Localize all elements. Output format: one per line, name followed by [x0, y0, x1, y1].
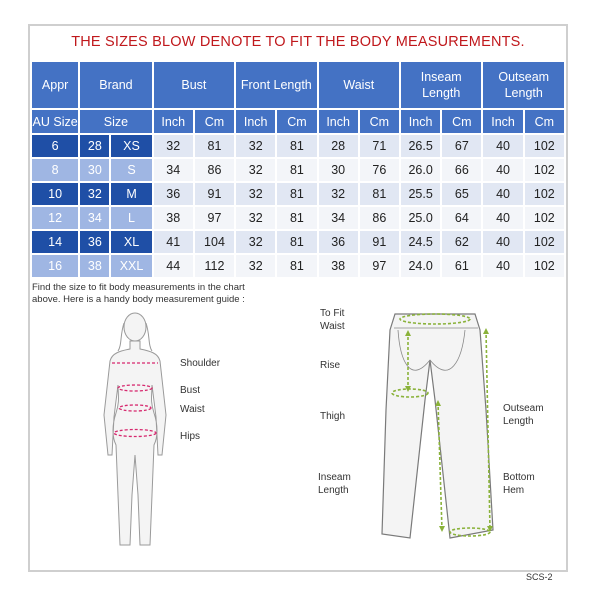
subheader-cell: Size [80, 110, 151, 133]
product-code: SCS-2 [526, 572, 553, 582]
table-cell: 32 [236, 159, 275, 181]
header-outseam: Outseam Length [483, 62, 564, 108]
guide-text-line: above. Here is a handy body measurement guide : [32, 294, 245, 305]
subheader-cell: Cm [195, 110, 234, 133]
subheader-cell: Cm [277, 110, 316, 133]
table-cell: 104 [195, 231, 234, 253]
header-appr: Appr [32, 62, 78, 108]
table-cell: 32 [319, 183, 358, 205]
chart-title: THE SIZES BLOW DENOTE TO FIT THE BODY MEASUREMENTS. [71, 34, 525, 50]
table-cell: 102 [525, 255, 564, 277]
subheader-cell: Inch [401, 110, 440, 133]
subheader-cell: Inch [154, 110, 193, 133]
subheader-cell: Cm [525, 110, 564, 133]
table-cell: 81 [277, 135, 316, 157]
label-bust: Bust [180, 385, 201, 396]
table-cell: 32 [236, 255, 275, 277]
table-cell: XL [111, 231, 151, 253]
table-cell: 28 [80, 135, 109, 157]
table-cell: 32 [236, 207, 275, 229]
table-cell: 6 [32, 135, 78, 157]
guide-text [32, 282, 282, 306]
subheader-cell: Inch [236, 110, 275, 133]
table-cell: 40 [483, 231, 522, 253]
table-cell: 10 [32, 183, 78, 205]
table-subheader-row [32, 110, 564, 133]
guide-text-line: Find the size to fit body measurements in the chart [32, 282, 245, 293]
table-cell: 32 [80, 183, 109, 205]
table-cell: 32 [154, 135, 193, 157]
table-cell: 86 [360, 207, 399, 229]
table-cell: 25.0 [401, 207, 440, 229]
table-cell: 34 [154, 159, 193, 181]
table-cell: 97 [360, 255, 399, 277]
table-row [32, 135, 564, 157]
table-cell: 40 [483, 207, 522, 229]
table-cell: 91 [195, 183, 234, 205]
table-cell: 65 [442, 183, 481, 205]
table-cell: 40 [483, 135, 522, 157]
table-cell: 32 [236, 135, 275, 157]
table-cell: 81 [277, 207, 316, 229]
label-fit-waist-2: Waist [320, 321, 345, 332]
table-cell: 30 [80, 159, 109, 181]
size-table [30, 60, 566, 279]
subheader-cell: Cm [442, 110, 481, 133]
table-cell: 36 [154, 183, 193, 205]
table-cell: 61 [442, 255, 481, 277]
table-cell: 102 [525, 183, 564, 205]
table-cell: 34 [319, 207, 358, 229]
table-cell: 64 [442, 207, 481, 229]
table-cell: 81 [360, 183, 399, 205]
table-cell: 97 [195, 207, 234, 229]
table-cell: 112 [195, 255, 234, 277]
table-cell: 36 [319, 231, 358, 253]
table-cell: 36 [80, 231, 109, 253]
table-row [32, 231, 564, 253]
table-cell: 25.5 [401, 183, 440, 205]
label-shoulder: Shoulder [180, 358, 221, 369]
subheader-cell: AU Size [32, 110, 78, 133]
table-cell: 40 [483, 255, 522, 277]
table-row [32, 183, 564, 205]
table-cell: 30 [319, 159, 358, 181]
table-cell: 76 [360, 159, 399, 181]
table-cell: 91 [360, 231, 399, 253]
table-cell: S [111, 159, 151, 181]
table-cell: 40 [483, 159, 522, 181]
subheader-cell: Cm [360, 110, 399, 133]
label-hips: Hips [180, 431, 201, 442]
label-fit-waist-1: To Fit [320, 308, 345, 319]
table-cell: 8 [32, 159, 78, 181]
table-cell: 81 [277, 159, 316, 181]
table-cell: 38 [154, 207, 193, 229]
table-cell: 102 [525, 207, 564, 229]
table-cell: 66 [442, 159, 481, 181]
table-cell: 102 [525, 231, 564, 253]
table-cell: 67 [442, 135, 481, 157]
table-cell: 102 [525, 159, 564, 181]
table-cell: XS [111, 135, 151, 157]
table-cell: 28 [319, 135, 358, 157]
table-cell: 81 [195, 135, 234, 157]
subheader-cell: Inch [319, 110, 358, 133]
table-cell: 81 [277, 183, 316, 205]
label-inseam-1: Inseam [318, 472, 351, 483]
label-rise: Rise [320, 360, 341, 371]
table-cell: 38 [80, 255, 109, 277]
table-cell: 81 [277, 231, 316, 253]
table-cell: 41 [154, 231, 193, 253]
table-row [32, 255, 564, 277]
subheader-cell: Inch [483, 110, 522, 133]
table-cell: 44 [154, 255, 193, 277]
label-outseam-2: Length [503, 416, 534, 427]
table-cell: 62 [442, 231, 481, 253]
label-bottom-2: Hem [503, 485, 525, 496]
label-waist: Waist [180, 404, 205, 415]
header-brand: Brand [80, 62, 151, 108]
table-cell: 12 [32, 207, 78, 229]
table-cell: 71 [360, 135, 399, 157]
table-header-row [32, 62, 564, 108]
table-row [32, 207, 564, 229]
label-thigh: Thigh [320, 411, 346, 422]
table-row [32, 159, 564, 181]
label-inseam-2: Length [318, 485, 349, 496]
header-inseam: Inseam Length [401, 62, 481, 108]
header-waist: Waist [319, 62, 399, 108]
table-cell: M [111, 183, 151, 205]
table-cell: 40 [483, 183, 522, 205]
table-cell: L [111, 207, 151, 229]
table-cell: 38 [319, 255, 358, 277]
table-cell: 86 [195, 159, 234, 181]
table-cell: 32 [236, 231, 275, 253]
label-bottom-1: Bottom [503, 472, 535, 483]
table-cell: 32 [236, 183, 275, 205]
table-cell: 24.0 [401, 255, 440, 277]
table-cell: 24.5 [401, 231, 440, 253]
header-bust: Bust [154, 62, 234, 108]
table-cell: 26.0 [401, 159, 440, 181]
label-outseam-1: Outseam [503, 403, 544, 414]
table-cell: 81 [277, 255, 316, 277]
table-cell: 14 [32, 231, 78, 253]
table-cell: 102 [525, 135, 564, 157]
table-cell: 26.5 [401, 135, 440, 157]
header-front-length: Front Length [236, 62, 316, 108]
body-figure-illustration [90, 305, 180, 565]
table-cell: 34 [80, 207, 109, 229]
table-cell: 16 [32, 255, 78, 277]
table-cell: XXL [111, 255, 151, 277]
